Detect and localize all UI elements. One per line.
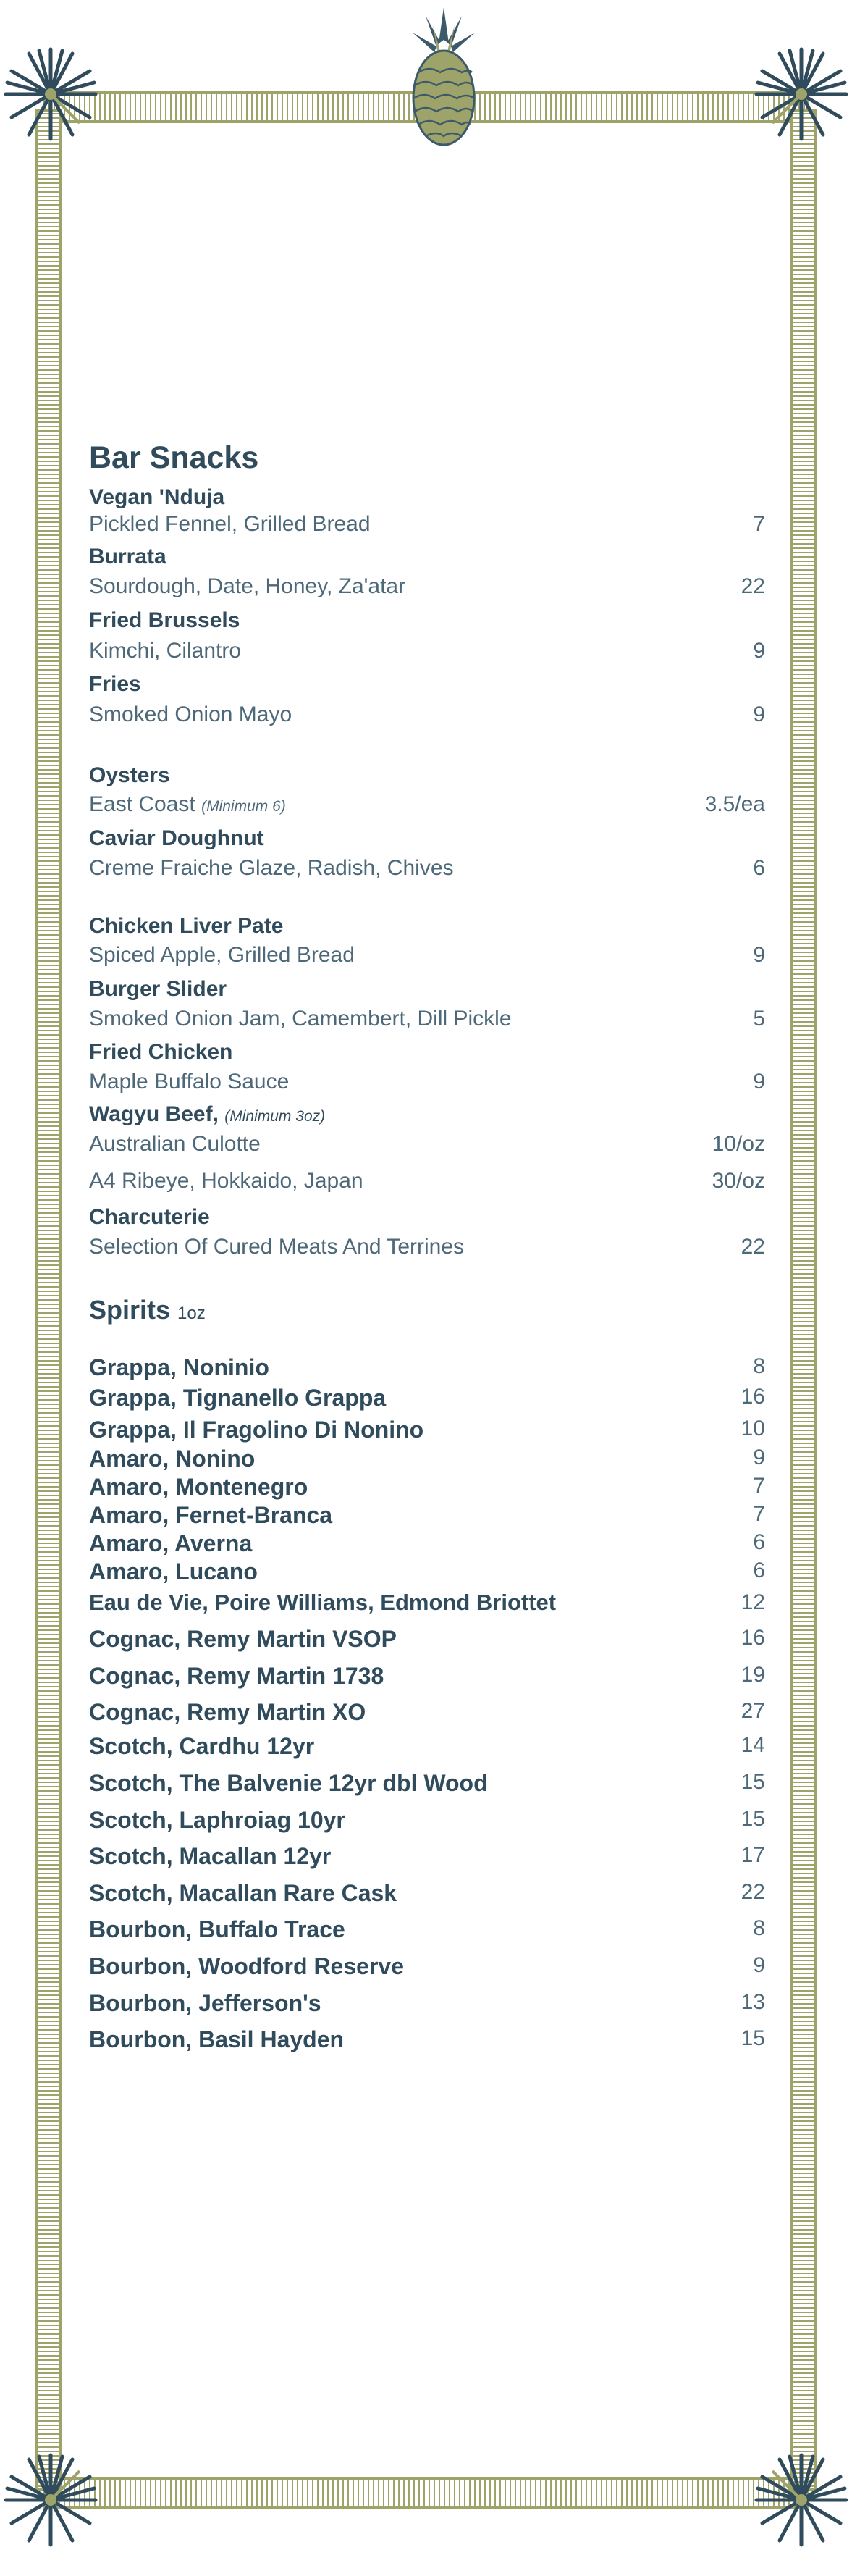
- snack-description: Creme Fraiche Glaze, Radish, Chives: [89, 856, 454, 880]
- spirit-name: Bourbon, Woodford Reserve: [89, 1953, 404, 1979]
- spirit-name: Amaro, Nonino: [89, 1446, 256, 1472]
- snack-description: Maple Buffalo Sauce: [89, 1070, 290, 1094]
- spirit-name: Scotch, Macallan Rare Cask: [89, 1880, 397, 1906]
- spirit-name: Bourbon, Buffalo Trace: [89, 1916, 345, 1942]
- snack-description: Sourdough, Date, Honey, Za'atar: [89, 574, 406, 598]
- snack-name: Burger Slider: [89, 977, 227, 1001]
- spirit-price: 9: [753, 1446, 765, 1469]
- spirit-price: 9: [753, 1953, 765, 1977]
- snack-price: 9: [753, 639, 765, 663]
- snack-name: [89, 1102, 325, 1127]
- snack-description: Selection Of Cured Meats And Terrines: [89, 1235, 465, 1259]
- palm-leaf-icon: [0, 2449, 101, 2551]
- snack-name: Fried Brussels: [89, 608, 240, 632]
- spirit-price: 16: [741, 1626, 765, 1650]
- spirit-name: Bourbon, Jefferson's: [89, 1990, 321, 2016]
- snack-price: 10/oz: [712, 1132, 765, 1156]
- spirit-name: Scotch, Macallan 12yr: [89, 1843, 332, 1869]
- spirit-name: Grappa, Noninio: [89, 1354, 269, 1380]
- spirit-name: Cognac, Remy Martin XO: [89, 1699, 366, 1725]
- snack-description: [89, 792, 286, 817]
- pineapple-icon: [397, 0, 491, 152]
- snack-description: Kimchi, Cilantro: [89, 639, 242, 663]
- snack-description: Smoked Onion Mayo: [89, 702, 292, 726]
- spirit-name: Scotch, The Balvenie 12yr dbl Wood: [89, 1770, 488, 1796]
- snack-name: Vegan 'Nduja: [89, 485, 225, 509]
- spirit-name: Grappa, Il Fragolino Di Nonino: [89, 1417, 424, 1443]
- spirit-price: 22: [741, 1880, 765, 1904]
- snack-description: Smoked Onion Jam, Camembert, Dill Pickle: [89, 1007, 512, 1031]
- spirit-price: 16: [741, 1385, 765, 1409]
- spirit-price: 13: [741, 1990, 765, 2014]
- spirit-name: Bourbon, Basil Hayden: [89, 2026, 345, 2052]
- right-border: [790, 109, 817, 2491]
- spirit-price: 15: [741, 1770, 765, 1794]
- snack-name-text: Wagyu Beef,: [89, 1102, 219, 1126]
- spirit-name: Amaro, Lucano: [89, 1558, 258, 1585]
- snack-price: 9: [753, 1070, 765, 1094]
- palm-leaf-icon: [751, 2449, 852, 2551]
- snack-price: 9: [753, 702, 765, 726]
- palm-leaf-icon: [751, 43, 852, 145]
- snack-description-text: East Coast: [89, 792, 195, 816]
- bottom-border: [43, 2477, 809, 2509]
- spirit-name: Grappa, Tignanello Grappa: [89, 1385, 387, 1411]
- spirit-price: 7: [753, 1502, 765, 1526]
- spirit-price: 19: [741, 1663, 765, 1687]
- snack-price: 3.5/ea: [704, 792, 765, 816]
- spirit-name: Amaro, Fernet-Branca: [89, 1502, 333, 1528]
- spirit-price: 14: [741, 1733, 765, 1757]
- palm-leaf-icon: [0, 43, 101, 145]
- snack-name: Fries: [89, 672, 141, 696]
- snack-price: 22: [741, 1235, 765, 1259]
- spirit-name: Cognac, Remy Martin 1738: [89, 1663, 384, 1689]
- snack-price: 5: [753, 1007, 765, 1031]
- spirit-price: 8: [753, 1354, 765, 1378]
- snack-name: Caviar Doughnut: [89, 826, 264, 850]
- spirit-name: Eau de Vie, Poire Williams, Edmond Briottet: [89, 1590, 557, 1615]
- spirit-price: 6: [753, 1530, 765, 1554]
- spirit-price: 10: [741, 1417, 765, 1440]
- snack-description: A4 Ribeye, Hokkaido, Japan: [89, 1169, 363, 1193]
- spirit-price: 15: [741, 1807, 765, 1831]
- spirit-price: 8: [753, 1916, 765, 1940]
- snack-price: 22: [741, 574, 765, 598]
- snack-name: Chicken Liver Pate: [89, 914, 284, 938]
- left-border: [35, 109, 62, 2491]
- minimum-note: (Minimum 3oz): [224, 1108, 326, 1125]
- spirit-price: 6: [753, 1558, 765, 1582]
- snack-price: 7: [753, 512, 765, 536]
- spirit-price: 27: [741, 1699, 765, 1723]
- spirit-name: Scotch, Cardhu 12yr: [89, 1733, 315, 1759]
- snack-name: Fried Chicken: [89, 1040, 233, 1064]
- spirit-name: Amaro, Averna: [89, 1530, 253, 1556]
- snack-name: Charcuterie: [89, 1205, 210, 1229]
- bar-snacks-title: Bar Snacks: [89, 440, 259, 475]
- minimum-note: (Minimum 6): [201, 798, 286, 815]
- snack-name: Oysters: [89, 763, 170, 787]
- snack-description: Pickled Fennel, Grilled Bread: [89, 512, 371, 536]
- snack-price: 30/oz: [712, 1169, 765, 1193]
- spirit-name: Amaro, Montenegro: [89, 1474, 308, 1500]
- spirit-price: 17: [741, 1843, 765, 1867]
- snack-price: 9: [753, 943, 765, 967]
- spirit-name: Scotch, Laphroiag 10yr: [89, 1807, 345, 1833]
- spirits-title-text: Spirits: [89, 1295, 171, 1325]
- spirit-name: Cognac, Remy Martin VSOP: [89, 1626, 397, 1652]
- spirit-price: 15: [741, 2026, 765, 2050]
- pour-size-note: 1oz: [177, 1304, 206, 1323]
- spirit-price: 12: [741, 1590, 765, 1614]
- snack-name: Burrata: [89, 545, 166, 569]
- spirits-title: [89, 1295, 206, 1325]
- snack-description: Australian Culotte: [89, 1132, 261, 1156]
- spirit-price: 7: [753, 1474, 765, 1498]
- snack-price: 6: [753, 856, 765, 880]
- snack-description: Spiced Apple, Grilled Bread: [89, 943, 355, 967]
